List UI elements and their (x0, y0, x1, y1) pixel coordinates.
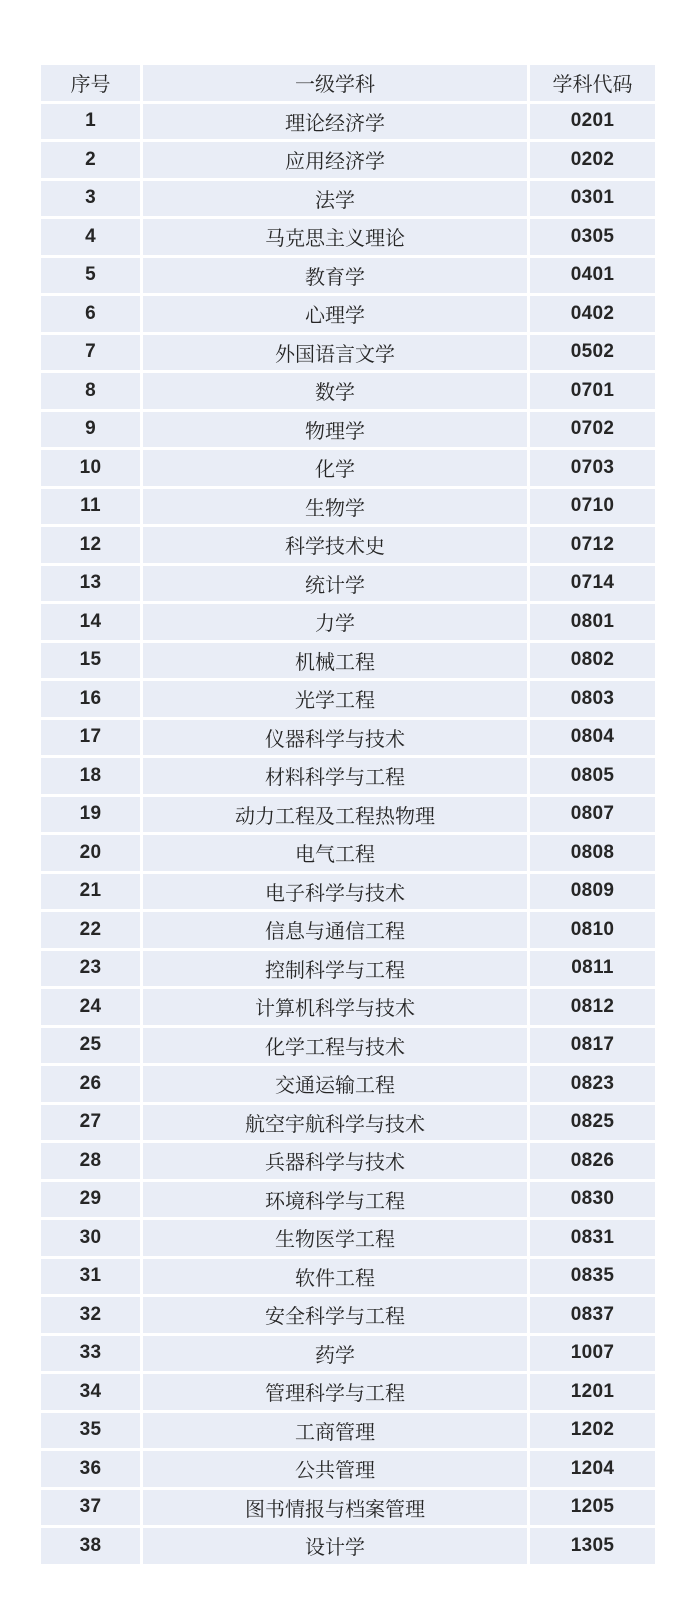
cell-code: 0802 (529, 641, 657, 680)
table-row (40, 1026, 657, 1065)
cell-code: 0810 (529, 911, 657, 950)
cell-discipline: 航空宇航科学与技术 (142, 1103, 529, 1142)
header-row (40, 64, 657, 103)
cell-no: 23 (40, 949, 142, 988)
cell-code: 0202 (529, 141, 657, 180)
cell-no: 10 (40, 449, 142, 488)
cell-discipline: 心理学 (142, 295, 529, 334)
cell-no: 7 (40, 333, 142, 372)
table-row (40, 1065, 657, 1104)
cell-no: 5 (40, 256, 142, 295)
cell-no: 9 (40, 410, 142, 449)
cell-code: 0826 (529, 1142, 657, 1181)
table-row (40, 410, 657, 449)
cell-code: 0805 (529, 757, 657, 796)
table-row (40, 1527, 657, 1566)
cell-code: 0801 (529, 603, 657, 642)
cell-no: 38 (40, 1527, 142, 1566)
cell-no: 28 (40, 1142, 142, 1181)
cell-no: 24 (40, 988, 142, 1027)
table-body (40, 102, 657, 1565)
cell-discipline: 管理科学与工程 (142, 1373, 529, 1412)
cell-no: 30 (40, 1219, 142, 1258)
cell-code: 0710 (529, 487, 657, 526)
cell-code: 0701 (529, 372, 657, 411)
cell-no: 6 (40, 295, 142, 334)
cell-code: 1205 (529, 1488, 657, 1527)
table-row (40, 372, 657, 411)
cell-no: 19 (40, 795, 142, 834)
cell-no: 16 (40, 680, 142, 719)
cell-discipline: 计算机科学与技术 (142, 988, 529, 1027)
cell-no: 1 (40, 102, 142, 141)
cell-no: 34 (40, 1373, 142, 1412)
cell-code: 1007 (529, 1334, 657, 1373)
header-cell-code: 学科代码 (529, 64, 657, 103)
cell-discipline: 交通运输工程 (142, 1065, 529, 1104)
table-row (40, 1334, 657, 1373)
header-cell-name: 一级学科 (142, 64, 529, 103)
cell-discipline: 控制科学与工程 (142, 949, 529, 988)
cell-no: 13 (40, 564, 142, 603)
cell-no: 29 (40, 1180, 142, 1219)
table-row (40, 834, 657, 873)
cell-code: 0817 (529, 1026, 657, 1065)
cell-code: 0807 (529, 795, 657, 834)
table-row (40, 1103, 657, 1142)
cell-discipline: 化学 (142, 449, 529, 488)
discipline-table (38, 62, 658, 1567)
cell-no: 27 (40, 1103, 142, 1142)
table-row (40, 1450, 657, 1489)
cell-code: 0714 (529, 564, 657, 603)
cell-discipline: 生物学 (142, 487, 529, 526)
cell-discipline: 安全科学与工程 (142, 1296, 529, 1335)
table-row (40, 603, 657, 642)
cell-discipline: 应用经济学 (142, 141, 529, 180)
cell-discipline: 软件工程 (142, 1257, 529, 1296)
cell-code: 0823 (529, 1065, 657, 1104)
cell-no: 17 (40, 718, 142, 757)
table-row (40, 988, 657, 1027)
cell-no: 4 (40, 218, 142, 257)
cell-no: 25 (40, 1026, 142, 1065)
cell-no: 3 (40, 179, 142, 218)
cell-code: 0830 (529, 1180, 657, 1219)
table-row (40, 1219, 657, 1258)
cell-code: 0502 (529, 333, 657, 372)
cell-no: 33 (40, 1334, 142, 1373)
cell-no: 20 (40, 834, 142, 873)
cell-code: 1201 (529, 1373, 657, 1412)
table-row (40, 1373, 657, 1412)
cell-code: 0803 (529, 680, 657, 719)
discipline-table-container (38, 62, 658, 1567)
cell-no: 8 (40, 372, 142, 411)
cell-discipline: 数学 (142, 372, 529, 411)
table-row (40, 256, 657, 295)
table-row (40, 1411, 657, 1450)
cell-discipline: 设计学 (142, 1527, 529, 1566)
table-row (40, 718, 657, 757)
cell-discipline: 生物医学工程 (142, 1219, 529, 1258)
cell-code: 0808 (529, 834, 657, 873)
table-row (40, 795, 657, 834)
cell-no: 35 (40, 1411, 142, 1450)
cell-discipline: 统计学 (142, 564, 529, 603)
cell-code: 0702 (529, 410, 657, 449)
table-row (40, 1296, 657, 1335)
cell-discipline: 仪器科学与技术 (142, 718, 529, 757)
cell-no: 12 (40, 526, 142, 565)
table-row (40, 757, 657, 796)
cell-discipline: 教育学 (142, 256, 529, 295)
cell-discipline: 化学工程与技术 (142, 1026, 529, 1065)
cell-discipline: 理论经济学 (142, 102, 529, 141)
cell-code: 0825 (529, 1103, 657, 1142)
cell-code: 0201 (529, 102, 657, 141)
table-row (40, 295, 657, 334)
cell-discipline: 电气工程 (142, 834, 529, 873)
table-row (40, 141, 657, 180)
cell-code: 1202 (529, 1411, 657, 1450)
cell-no: 15 (40, 641, 142, 680)
cell-code: 0812 (529, 988, 657, 1027)
cell-code: 0835 (529, 1257, 657, 1296)
cell-code: 0804 (529, 718, 657, 757)
cell-no: 26 (40, 1065, 142, 1104)
cell-discipline: 科学技术史 (142, 526, 529, 565)
cell-discipline: 机械工程 (142, 641, 529, 680)
cell-discipline: 材料科学与工程 (142, 757, 529, 796)
cell-discipline: 物理学 (142, 410, 529, 449)
cell-code: 0703 (529, 449, 657, 488)
table-row (40, 1488, 657, 1527)
cell-code: 0301 (529, 179, 657, 218)
cell-discipline: 力学 (142, 603, 529, 642)
table-row (40, 641, 657, 680)
cell-discipline: 工商管理 (142, 1411, 529, 1450)
cell-code: 0402 (529, 295, 657, 334)
cell-no: 14 (40, 603, 142, 642)
cell-no: 18 (40, 757, 142, 796)
cell-discipline: 兵器科学与技术 (142, 1142, 529, 1181)
cell-discipline: 药学 (142, 1334, 529, 1373)
table-row (40, 1142, 657, 1181)
table-row (40, 333, 657, 372)
cell-no: 21 (40, 872, 142, 911)
cell-code: 0809 (529, 872, 657, 911)
table-row (40, 526, 657, 565)
cell-code: 0712 (529, 526, 657, 565)
cell-code: 0811 (529, 949, 657, 988)
table-row (40, 949, 657, 988)
cell-no: 11 (40, 487, 142, 526)
table-row (40, 102, 657, 141)
table-row (40, 680, 657, 719)
cell-discipline: 法学 (142, 179, 529, 218)
cell-discipline: 光学工程 (142, 680, 529, 719)
cell-discipline: 环境科学与工程 (142, 1180, 529, 1219)
table-row (40, 218, 657, 257)
table-row (40, 1180, 657, 1219)
table-row (40, 179, 657, 218)
cell-no: 31 (40, 1257, 142, 1296)
cell-discipline: 马克思主义理论 (142, 218, 529, 257)
header-cell-no: 序号 (40, 64, 142, 103)
cell-code: 0837 (529, 1296, 657, 1335)
cell-no: 22 (40, 911, 142, 950)
cell-discipline: 动力工程及工程热物理 (142, 795, 529, 834)
cell-code: 1204 (529, 1450, 657, 1489)
table-row (40, 564, 657, 603)
table-row (40, 487, 657, 526)
cell-code: 1305 (529, 1527, 657, 1566)
cell-no: 32 (40, 1296, 142, 1335)
cell-no: 2 (40, 141, 142, 180)
cell-code: 0401 (529, 256, 657, 295)
cell-no: 37 (40, 1488, 142, 1527)
cell-code: 0831 (529, 1219, 657, 1258)
table-row (40, 449, 657, 488)
cell-discipline: 图书情报与档案管理 (142, 1488, 529, 1527)
cell-discipline: 外国语言文学 (142, 333, 529, 372)
cell-discipline: 公共管理 (142, 1450, 529, 1489)
cell-discipline: 信息与通信工程 (142, 911, 529, 950)
cell-discipline: 电子科学与技术 (142, 872, 529, 911)
cell-no: 36 (40, 1450, 142, 1489)
table-row (40, 911, 657, 950)
table-row (40, 872, 657, 911)
cell-code: 0305 (529, 218, 657, 257)
table-row (40, 1257, 657, 1296)
